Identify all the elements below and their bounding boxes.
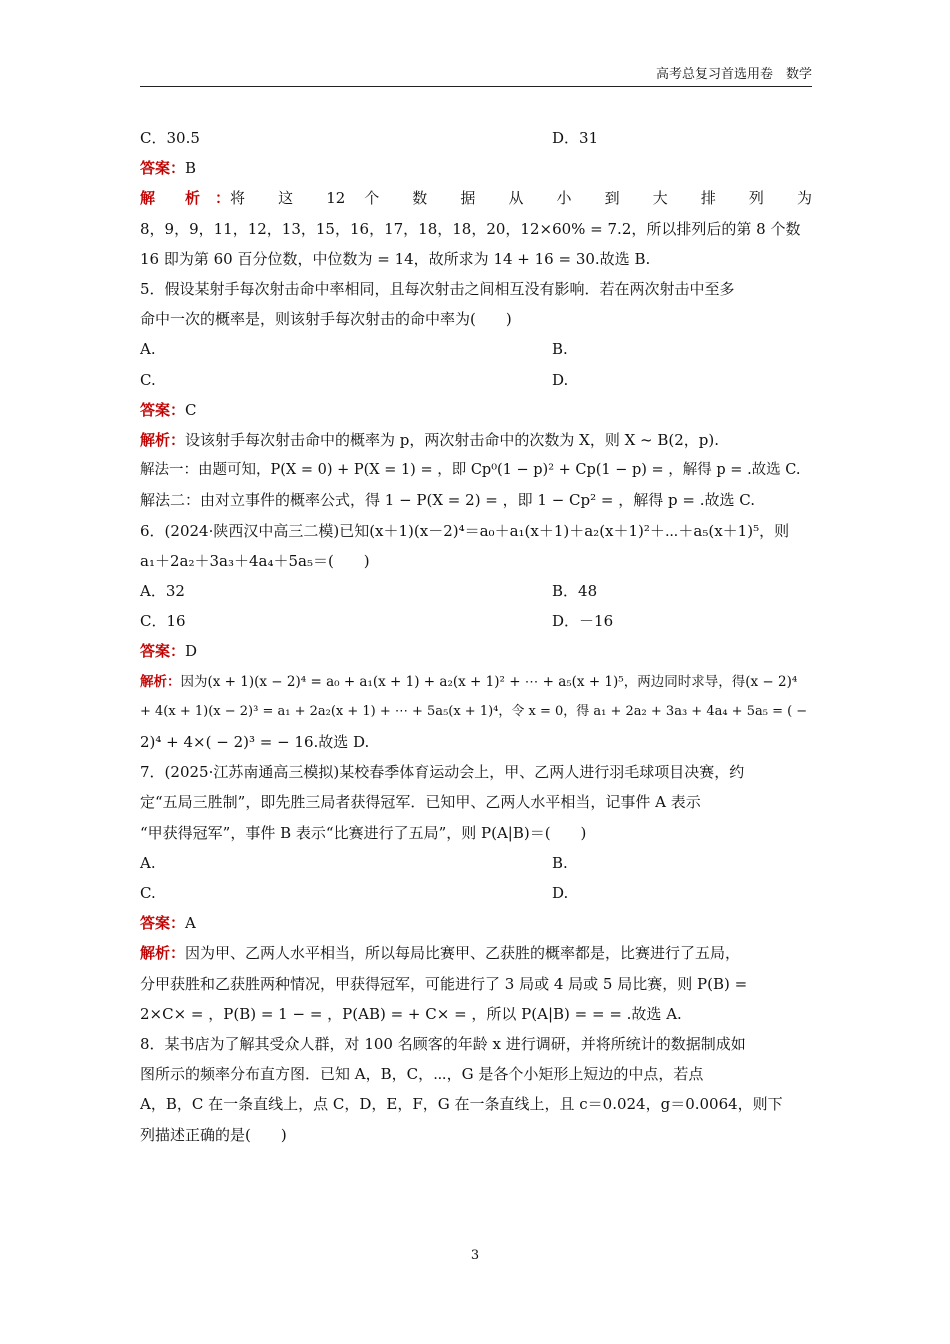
line-text: 因为(x + 1)(x − 2)⁴ = a₀ + a₁(x + 1) + a₂(x + 1)² + ⋯ + a₅(x + 1)⁵，两边同时求导，得(x − 2)⁴ [180, 673, 798, 690]
answer-line [140, 158, 812, 178]
solution-label: 解析： [140, 431, 186, 449]
text-line: 分甲获胜和乙获胜两种情况，甲获得冠军，可能进行了 3 局或 4 局或 5 局比赛，则 P(B) = [140, 974, 748, 993]
solution-line [140, 943, 812, 963]
option-right: D. [552, 884, 569, 902]
option-right: D. [552, 370, 569, 389]
text-line: 7．(2025·江苏南通高三模拟)某校春季体育运动会上，甲、乙两人进行羽毛球项目决赛，约 [140, 763, 745, 782]
option-left: A. [140, 853, 156, 872]
option-row [140, 128, 812, 148]
option-left: C. [140, 884, 156, 902]
line-text: 将 这 12 个 数 据 从 小 到 大 排 列 为 [230, 189, 812, 208]
answer-line [140, 913, 812, 933]
line-text: 设该射手每次射击命中的概率为 p，两次射击命中的次数为 X，则 X ~ B(2，p). [185, 431, 720, 449]
solution-line [140, 188, 812, 208]
option-left: A. [140, 340, 156, 359]
option-right: B. [552, 340, 568, 359]
line-text: 因为甲、乙两人水平相当，所以每局比赛甲、乙获胜的概率都是，比赛进行了五局， [185, 944, 741, 963]
answer-line [140, 641, 812, 661]
text-line: 2)⁴ + 4×( − 2)³ = − 16.故选 D. [140, 733, 370, 751]
text-line: 2×C× = ，P(B) = 1 − = ，P(AB) = + C× = ，所以 P(A|B) = = = .故选 A. [140, 1004, 682, 1023]
solution-label: 解析： [140, 944, 186, 963]
text-line: 8，9，9，11，12，13，15，16，17，18，18，20，12×60% = 7.2，所以排列后的第 8 个数 [140, 219, 801, 238]
text-line: “甲获得冠军”，事件 B 表示“比赛进行了五局”，则 P(A|B)＝( ) [140, 823, 587, 842]
option-row [140, 581, 812, 601]
line-text: D [185, 642, 198, 661]
solution-label: 解析： [140, 673, 181, 690]
text-line: 列描述正确的是( ) [140, 1125, 287, 1144]
page-header: 高考总复习首选用卷 数学 [140, 66, 812, 87]
text-line: A，B，C 在一条直线上，点 C，D，E，F，G 在一条直线上，且 c＝0.024，g＝0.0064，则下 [140, 1095, 783, 1114]
text-line: a₁＋2a₂＋3a₃＋4a₄＋5a₅＝( ) [140, 551, 370, 570]
answer-label: 答案： [140, 642, 186, 661]
answer-label: 答案： [140, 400, 186, 419]
option-right: D．－16 [552, 612, 614, 631]
option-right: B. [552, 853, 568, 872]
option-row [140, 883, 812, 903]
text-line: 5．假设某射手每次射击命中率相同，且每次射击之间相互没有影响．若在两次射击中至多 [140, 280, 735, 298]
line-text: C [185, 400, 197, 419]
text-line: 图所示的频率分布直方图．已知 A，B，C，⋯，G 是各个小矩形上短边的中点，若点 [140, 1065, 704, 1084]
option-row [140, 370, 812, 390]
text-line: 解法一：由题可知，P(X = 0) + P(X = 1) = ，即 Cp⁰(1 − p)² + Cp(1 − p) = ，解得 p = .故选 C. [140, 462, 801, 479]
text-line: 16 即为第 60 百分位数，中位数为 = 14，故所求为 14 + 16 = 30.故选 B. [140, 249, 651, 268]
text-line: 解法二：由对立事件的概率公式，得 1 − P(X = 2) = ，即 1 − Cp² = ，解得 p = .故选 C. [140, 491, 755, 510]
answer-label: 答案： [140, 159, 186, 178]
option-row [140, 611, 812, 631]
option-right: D．31 [552, 129, 599, 147]
solution-label: 解 析 ： [140, 189, 231, 208]
solution-line [140, 672, 812, 692]
line-text: A [185, 914, 196, 933]
text-line: 定“五局三胜制”，即先胜三局者获得冠军．已知甲、乙两人水平相当，记事件 A 表示 [140, 793, 701, 812]
answer-label: 答案： [140, 914, 186, 933]
option-row [140, 853, 812, 873]
text-line: + 4(x + 1)(x − 2)³ = a₁ + 2a₂(x + 1) + ⋯ + 5a₅(x + 1)⁴，令 x = 0，得 a₁ + 2a₂ + 3a₃ + 4a₄ + 5a₅ = ( − [140, 703, 808, 719]
page-number: 3 [470, 1248, 480, 1263]
option-left: C. [140, 370, 156, 389]
line-text: B [185, 159, 197, 178]
text-line: 8．某书店为了解其受众人群，对 100 名顾客的年龄 x 进行调研，并将所统计的数据制成如 [140, 1035, 746, 1053]
option-left: C．30.5 [140, 129, 200, 147]
text-line: 6．(2024·陕西汉中高三二模)已知(x＋1)(x－2)⁴＝a₀＋a₁(x＋1)＋a₂(x＋1)²＋⋯＋a₅(x＋1)⁵，则 [140, 521, 790, 540]
option-row [140, 339, 812, 359]
option-left: A．32 [140, 582, 185, 600]
option-right: B．48 [552, 582, 598, 600]
answer-line [140, 400, 812, 420]
solution-line [140, 430, 812, 450]
text-line: 命中一次的概率是，则该射手每次射击的命中率为( ) [140, 310, 512, 329]
option-left: C．16 [140, 612, 186, 631]
